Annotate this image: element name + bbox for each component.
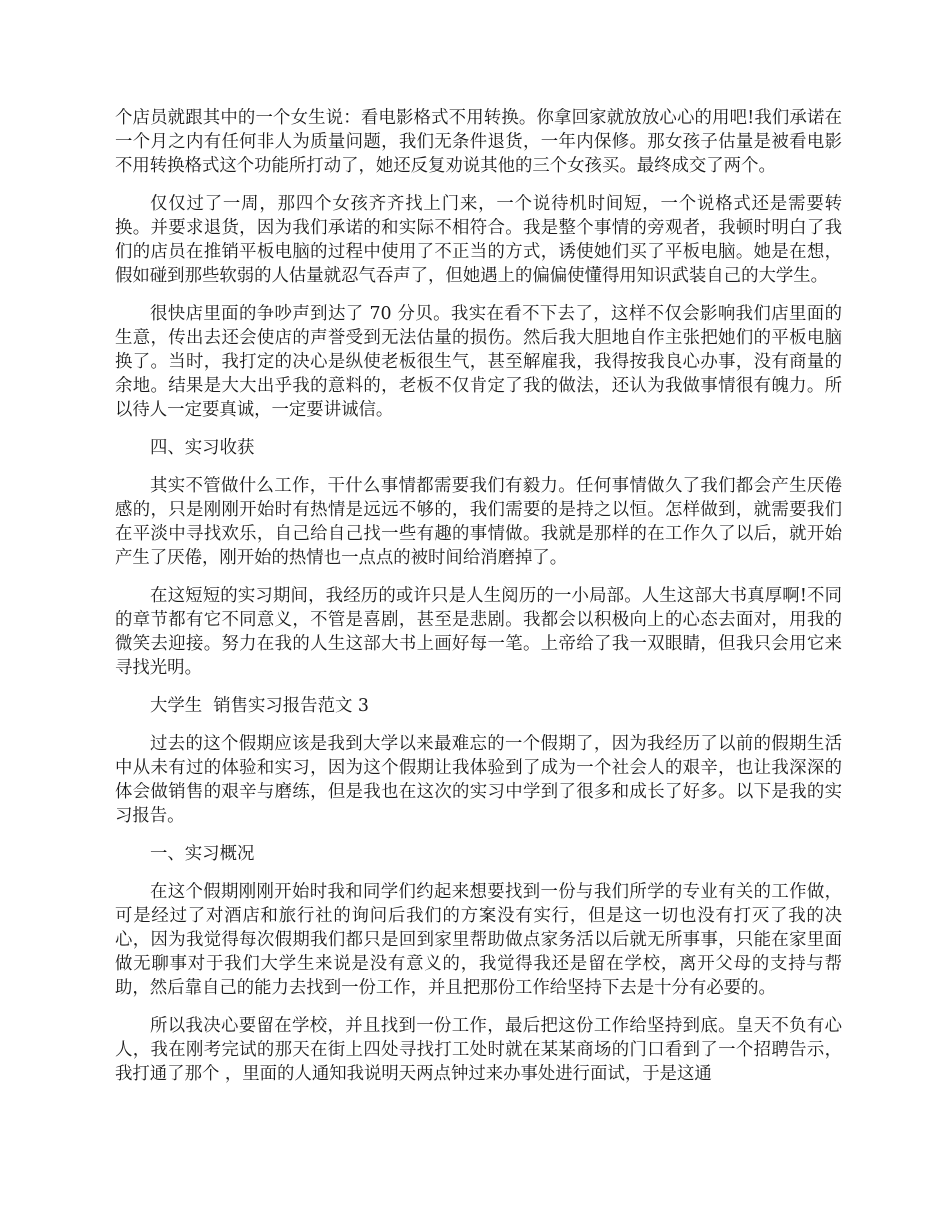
paragraph-3: 很快店里面的争吵声到达了 70 分贝。我实在看不下去了，这样不仅会影响我们店里面的生意，传出去还会使店的声誉受到无法估量的损伤。然后我大胆地自作主张把她们的平板电脑换了。当时，我打定的决心是纵使老板很生气，甚至解雇我，我得按我良心办事，没有商量的余地。结果是大大出乎我的意料的，老板不仅肯定了我的做法，还认为我做事情很有魄力。所以待人一定要真诚，一定要讲诚信。 bbox=[115, 304, 842, 420]
section-heading-internship-gains: 四、实习收获 bbox=[150, 438, 255, 458]
paragraph-7: 在这个假期刚刚开始时我和同学们约起来想要找到一份与我们所学的专业有关的工作做，可是经过了对酒店和旅行社的询问后我们的方案没有实行，但是这一切也没有打灭了我的决心，因为我觉得每次假期我们都只是回到家里帮助做点家务活以后就无所事事，只能在家里面做无聊事对于我们大学生来说是没有意义的，我觉得我还是留在学校，离开父母的支持与帮助，然后靠自己的能力去找到一份工作，并且把那份工作给坚持下去是十分有必要的。 bbox=[115, 882, 842, 998]
paragraph-6: 过去的这个假期应该是我到大学以来最难忘的一个假期了，因为我经历了以前的假期生活中从未有过的体验和实习，因为这个假期让我体验到了成为一个社会人的艰辛，也让我深深的体会做销售的艰辛与磨练，但是我也在这次的实习中学到了很多和成长了好多。以下是我的实习报告。 bbox=[115, 734, 842, 826]
paragraph-1: 个店员就跟其中的一个女生说：看电影格式不用转换。你拿回家就放放心心的用吧!我们承诺在一个月之内有任何非人为质量问题，我们无条件退货，一年内保修。那女孩子估量是被看电影不用转换格式这个功能所打动了，她还反复劝说其他的三个女孩买。最终成交了两个。 bbox=[115, 108, 842, 176]
paragraph-8: 所以我决心要留在学校，并且找到一份工作，最后把这份工作给坚持到底。皇天不负有心人，我在刚考完试的那天在街上四处寻找打工处时就在某某商场的门口看到了一个招聘告示，我打通了那个 ，里面的人通知我说明天两点钟过来办事处进行面试，于是这通 bbox=[115, 1016, 842, 1084]
paragraph-5: 在这短短的实习期间，我经历的或许只是人生阅历的一小局部。人生这部大书真厚啊!不同的章节都有它不同意义，不管是喜剧，甚至是悲剧。我都会以积极向上的心态去面对，用我的微笑去迎接。努力在我的人生这部大书上画好每一笔。上帝给了我一双眼睛，但我只会用它来寻找光明。 bbox=[115, 586, 842, 678]
section-heading-internship-overview: 一、实习概况 bbox=[150, 844, 255, 864]
section-heading-report-title: 大学生 销售实习报告范文 3 bbox=[150, 696, 369, 716]
paragraph-4: 其实不管做什么工作，干什么事情都需要我们有毅力。任何事情做久了我们都会产生厌倦感的，只是刚刚开始时有热情是远远不够的，我们需要的是持之以恒。怎样做到，就需要我们在平淡中寻找欢乐，自己给自己找一些有趣的事情做。我就是那样的在工作久了以后，就开始产生了厌倦，刚开始的热情也一点点的被时间给消磨掉了。 bbox=[115, 476, 842, 568]
document-page bbox=[115, 106, 842, 1100]
paragraph-2: 仅仅过了一周，那四个女孩齐齐找上门来，一个说待机时间短，一个说格式还是需要转换。并要求退货，因为我们承诺的和实际不相符合。我是整个事情的旁观者，我顿时明白了我们的店员在推销平板电脑的过程中使用了不正当的方式，诱使她们买了平板电脑。她是在想，假如碰到那些软弱的人估量就忍气吞声了，但她遇上的偏偏使懂得用知识武装自己的大学生。 bbox=[115, 194, 842, 286]
